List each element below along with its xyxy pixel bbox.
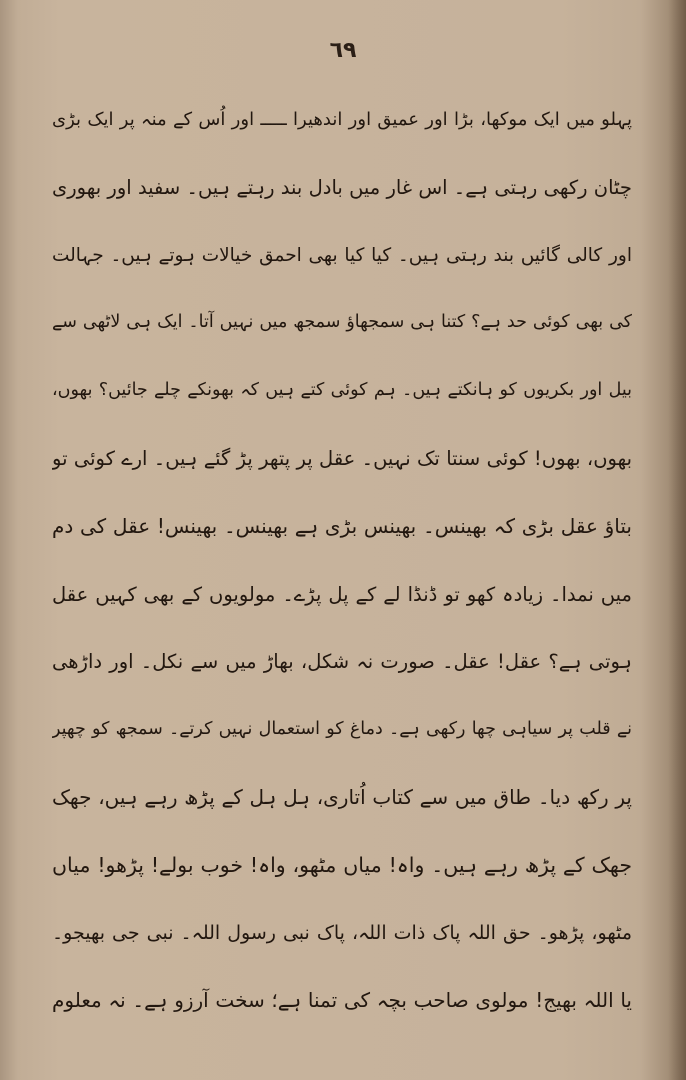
text-line-12: جھک کے پڑھ رہے ہیں۔ واہ! میاں مٹھو، واہ! خوب بولے! پڑھو! میاں: [52, 852, 632, 877]
text-line-5: بیل اور بکریوں کو ہانکتے ہیں۔ ہم کوئی کتے ہیں کہ بھونکے چلے جائیں؟ بھوں،: [52, 380, 632, 401]
text-line-9: ہوتی ہے؟ عقل! عقل۔ صورت نہ شکل، بھاڑ میں سے نکل۔ اور داڑھی: [52, 650, 632, 674]
text-line-14: یا اللہ بھیج! مولوی صاحب بچہ کی تمنا ہے؛ سخت آرزو ہے۔ نہ معلوم: [52, 988, 632, 1013]
text-line-6: بھوں، بھوں! کوئی سنتا تک نہیں۔ عقل پر پتھر پڑ گئے ہیں۔ ارے کوئی تو: [52, 446, 632, 470]
text-line-13: مٹھو، پڑھو۔ حق اللہ پاک ذات اللہ، پاک نبی رسول اللہ۔ نبی جی بھیجو۔: [52, 921, 632, 944]
text-line-1: پہلو میں ایک موکھا، بڑا اور عمیق اور اندھیرا ـــــ اور اُس کے منہ پر ایک بڑی: [52, 109, 632, 130]
text-line-3: اور کالی گائیں بند رہتی ہیں۔ کیا کیا بھی احمق خیالات ہوتے ہیں۔ جہالت: [52, 244, 632, 266]
text-line-10: نے قلب پر سیاہی چھا رکھی ہے۔ دماغ کو استعمال نہیں کرتے۔ سمجھ کو چھپر: [52, 719, 632, 740]
page-edge-shadow: [668, 0, 686, 1080]
text-line-8: میں نمدا۔ زیادہ کھو تو ڈنڈا لے کے پل پڑے۔ مولویوں کے بھی کہیں عقل: [52, 582, 632, 606]
text-line-4: کی بھی کوئی حد ہے؟ کتنا ہی سمجھاؤ سمجھ میں نہیں آتا۔ ایک ہی لاٹھی سے: [52, 312, 632, 333]
text-line-2: چٹان رکھی رہتی ہے۔ اس غار میں بادل بند رہتے ہیں۔ سفید اور بھوری: [52, 175, 632, 199]
page-number: ٦٩: [329, 38, 357, 63]
text-line-7: بتاؤ عقل بڑی کہ بھینس۔ بھینس بڑی ہے بھینس۔ بھینس! عقل کی دم: [52, 513, 632, 538]
text-line-11: پر رکھ دیا۔ طاق میں سے کتاب اُتاری، ہل ہل کے پڑھ رہے ہیں، جھک: [52, 784, 632, 809]
body-text: [52, 86, 632, 1035]
